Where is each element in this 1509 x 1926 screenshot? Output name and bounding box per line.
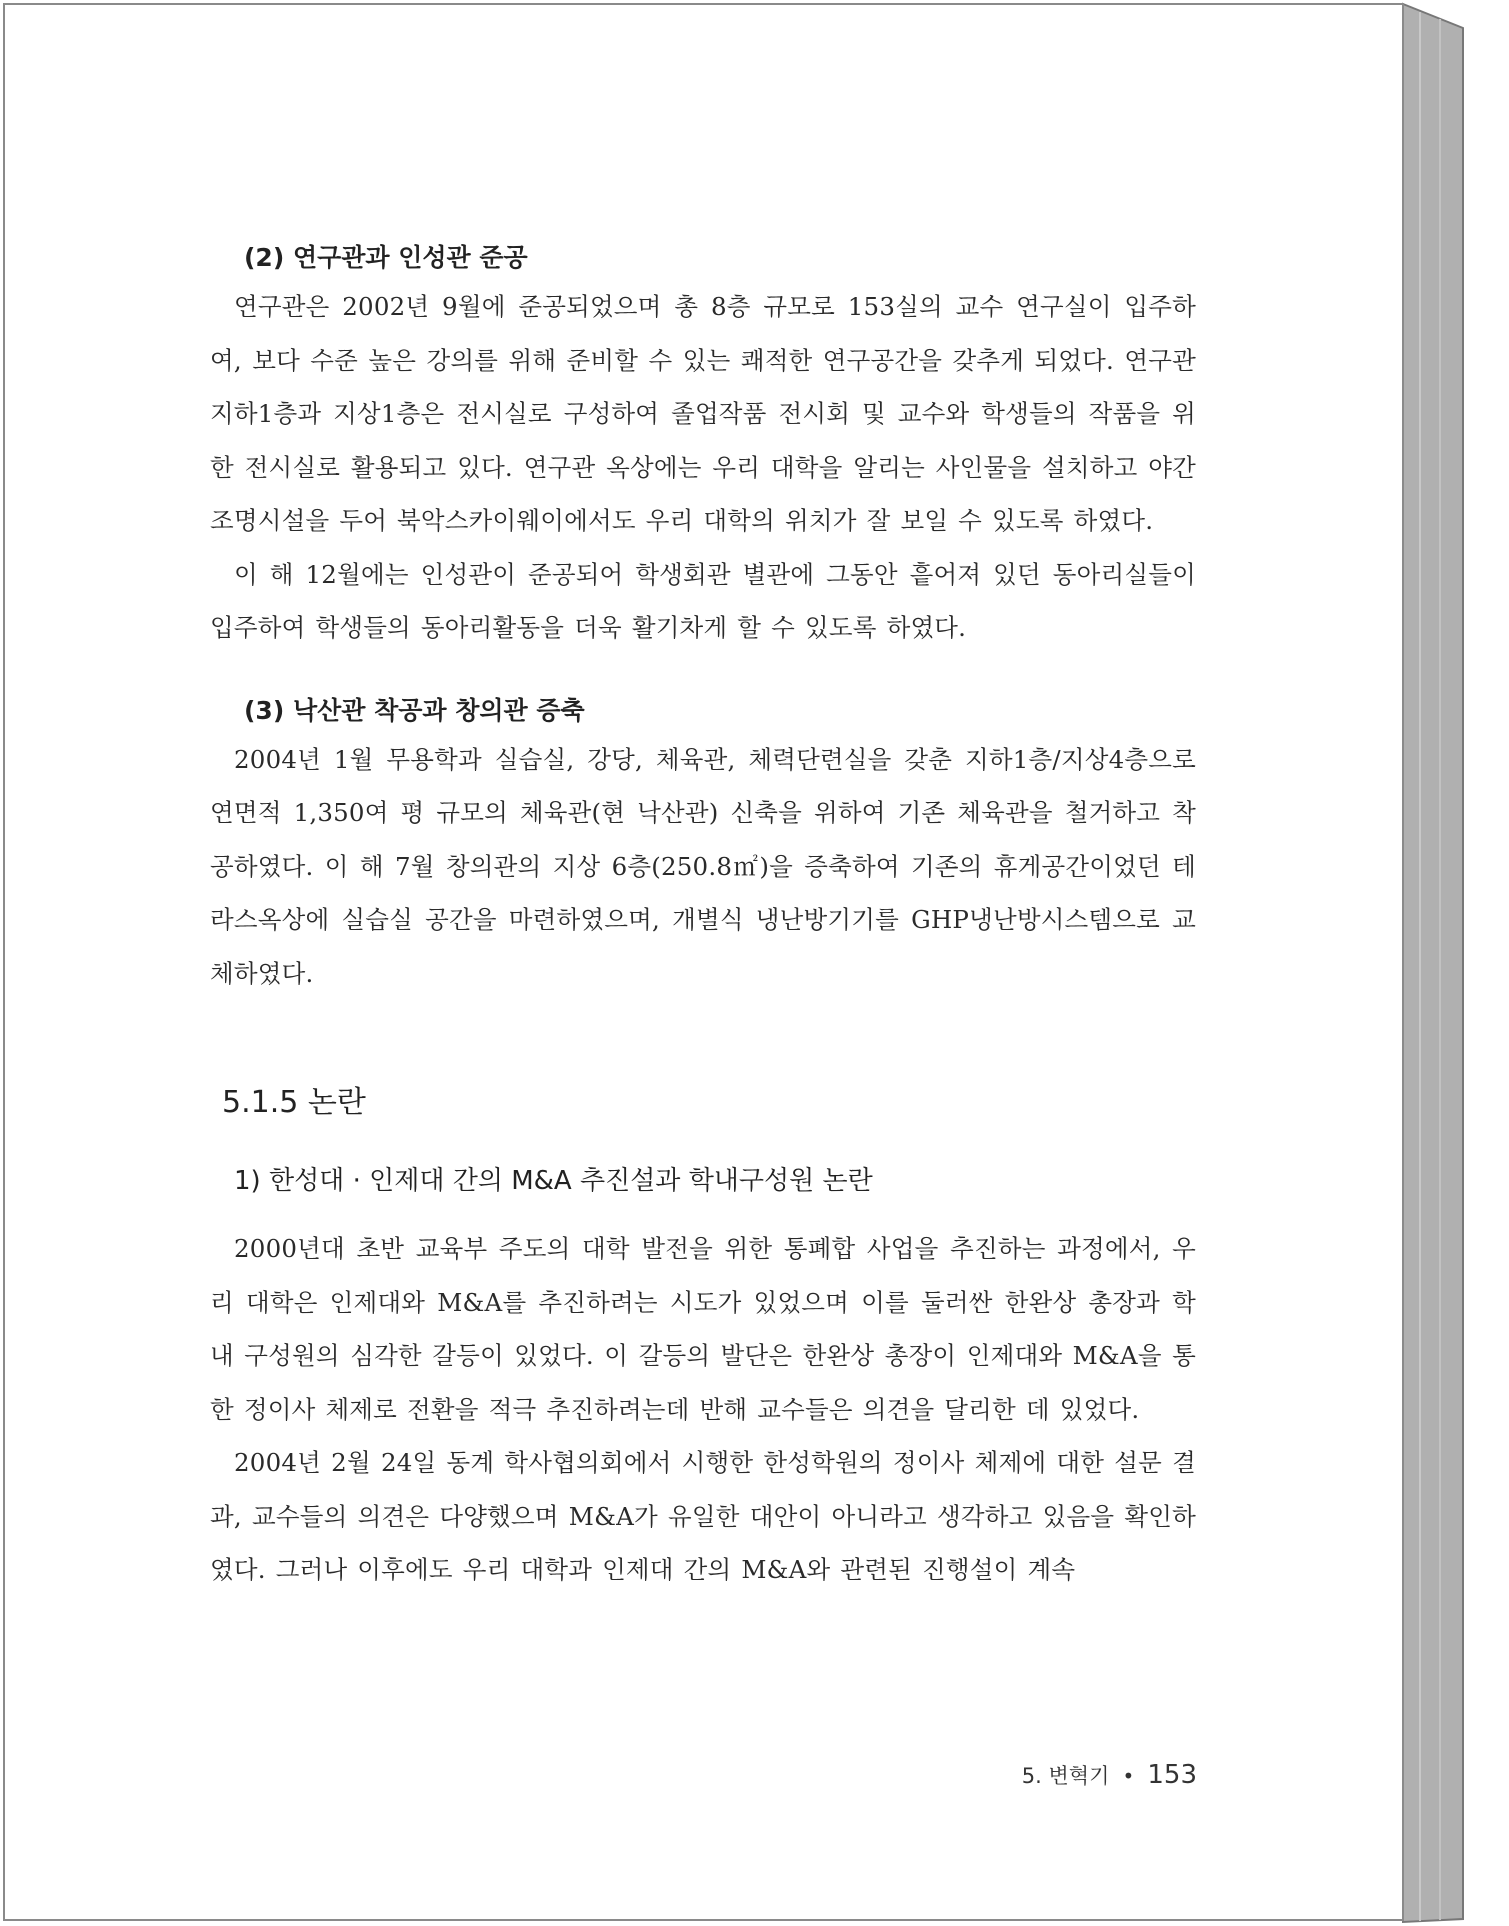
page-number: 153 [1147,1760,1197,1790]
paragraph: 연구관은 2002년 9월에 준공되었으며 총 8층 규모로 153실의 교수 연구실이 입주하여, 보다 수준 높은 강의를 위해 준비할 수 있는 쾌적한 연구공간을 갖추게 되었다. 연구관 지하1층과 지상1층은 전시실로 구성하여 졸업작품 전시회 및 교수와 학생들의 작품을 위한 전시실로 활용되고 있다. 연구관 옥상에는 우리 대학을 알리는 사인물을 설치하고 야간조명시설을 두어 북악스카이웨이에서도 우리 대학의 위치가 잘 보일 수 있도록 하였다. [210,292,1196,535]
book-side-shade [1403,4,1463,1922]
paragraph: 2004년 2월 24일 동계 학사협의회에서 시행한 한성학원의 정이사 체제에 대한 설문 결과, 교수들의 의견은 다양했으며 M&A가 유일한 대안이 아니라고 생각하고 있음을 확인하였다. 그러나 이후에도 우리 대학과 인제대 간의 M&A와 관련된 진행설이 계속 [210,1448,1196,1584]
spacer [210,1204,1196,1222]
paragraph: 이 해 12월에는 인성관이 준공되어 학생회관 별관에 그동안 흩어져 있던 동아리실들이 입주하여 학생들의 동아리활동을 더욱 활기차게 할 수 있도록 하였다. [210,559,1196,642]
paragraph: 2000년대 초반 교육부 주도의 대학 발전을 위한 통폐합 사업을 추진하는 과정에서, 우리 대학은 인제대와 M&A를 추진하려는 시도가 있었으며 이를 둘러싼 한완상 총장과 학내 구성원의 심각한 갈등이 있었다. 이 갈등의 발단은 한완상 총장이 인제대와 M&A을 통한 정이사 체제로 전환을 적극 추진하려는데 반해 교수들은 의견을 달리한 데 있었다. [210,1234,1196,1424]
page-content [210,236,1196,1597]
spacer [210,1000,1196,1078]
subsection-heading: (2) 연구관과 인성관 준공 [244,243,528,272]
paragraph: 2004년 1월 무용학과 실습실, 강당, 체육관, 체력단련실을 갖춘 지하1층/지상4층으로 연면적 1,350여 평 규모의 체육관(현 낙산관) 신축을 위하여 기존 체육관을 철거하고 착공하였다. 이 해 7월 창의관의 지상 6층(250.8㎡)을 증축하여 기존의 휴게공간이었던 테라스옥상에 실습실 공간을 마련하였으며, 개별식 냉난방기기를 GHP냉난방시스템으로 교체하였다. [210,744,1196,988]
section-heading: 5.1.5 논란 [222,1085,366,1120]
item-heading: 1) 한성대 · 인제대 간의 M&A 추진설과 학내구성원 논란 [234,1166,873,1196]
footer-bullet: • [1122,1764,1135,1788]
spacer [210,1128,1196,1158]
spacer [210,655,1196,689]
chapter-title: 5. 변혁기 [1021,1764,1110,1788]
page-footer [1022,1760,1197,1790]
subsection-heading: (3) 낙산관 착공과 창의관 증축 [244,695,585,725]
